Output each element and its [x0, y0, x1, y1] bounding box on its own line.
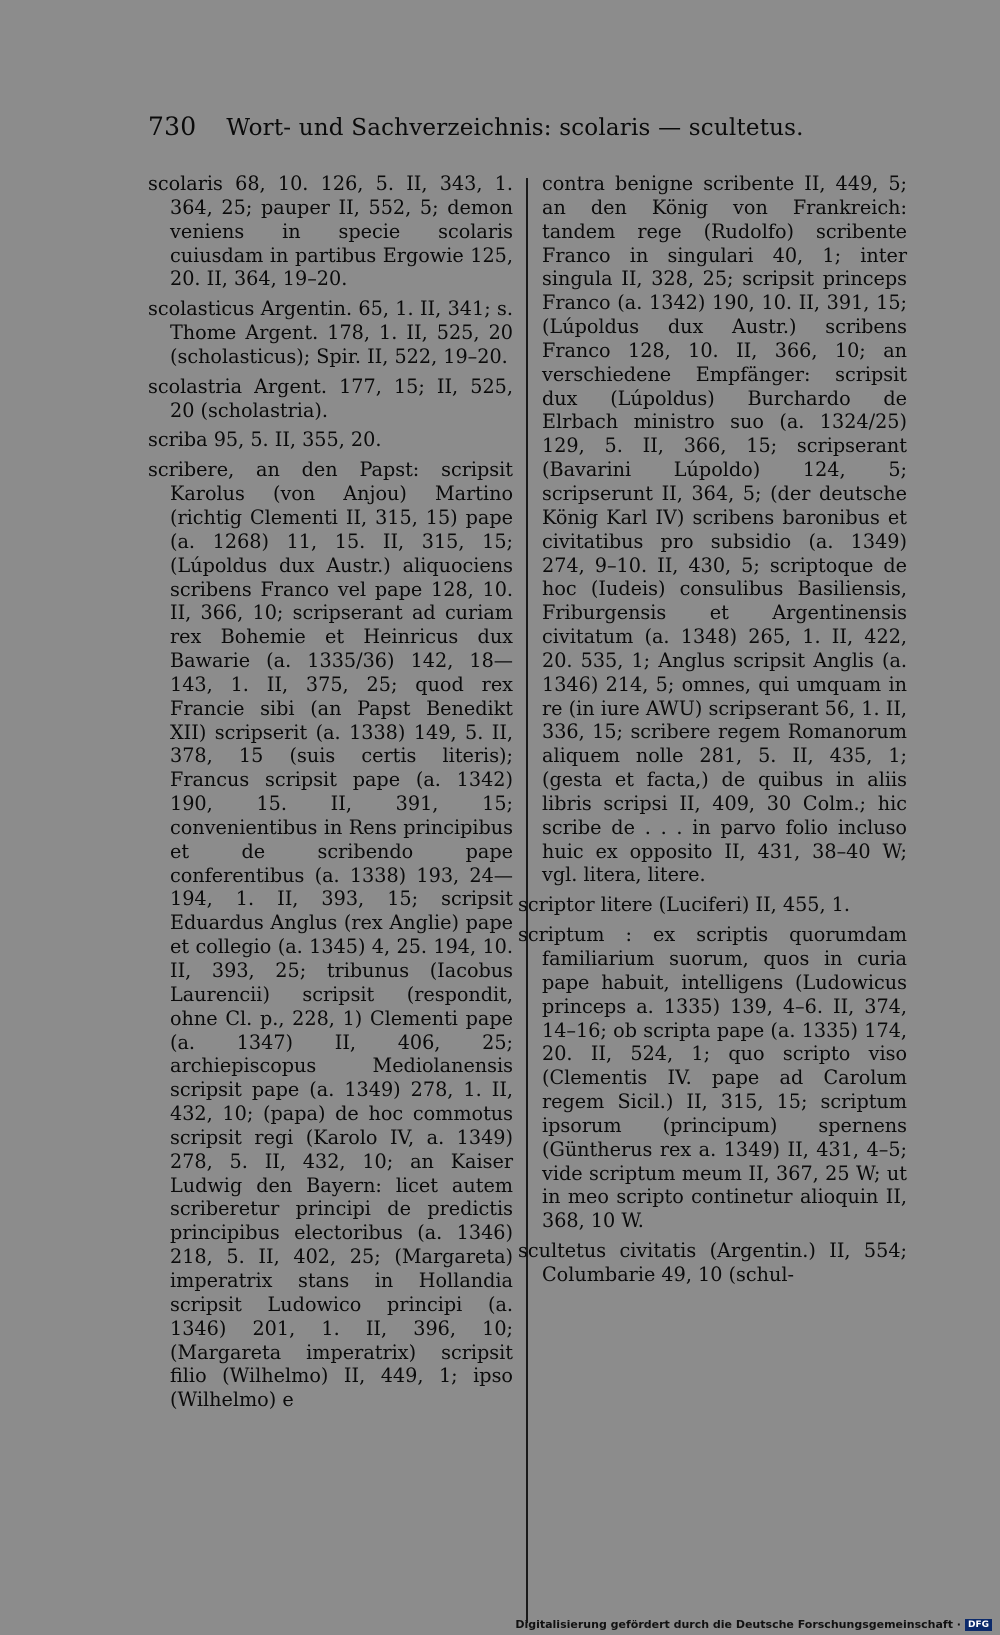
index-entry-scribere-continued: contra benigne scribente II, 449, 5; an den König von Frankreich: tandem rege (Rudolfo) scribente Franco in singulari 40, 1; inter singula II, 328, 25; scripsit princeps Franco (a. 1342) 190, 10. II, 391, 15; (Lúpoldus dux Austr.) scribens Franco 128, 10. II, 366, 10; an verschiedene Empfänger: scripsit dux (Lúpoldus) Burchardo de Elrbach ministro suo (a. 1324/25) 129, 5. II, 366, 15; scripserant (Bavarini Lúpoldo) 124, 5; scripserunt II, 364, 5; (der deutsche König Karl IV) scribens baronibus et civitatibus pro subsidio (a. 1349) 274, 9–10. II, 430, 5; scriptoque de hoc (Iudeis) consulibus Basiliensis, Friburgensis et Argentinensis civitatum (a. 1348) 265, 1. II, 422, 20. 535, 1; Anglus scripsit Anglis (a. 1346) 214, 5; omnes, qui umquam in re (in iure AWU) scripserant 56, 1. II, 336, 15; scribere regem Romanorum aliquem nolle 281, 5. II, 435, 1; (gesta et facta,) de quibus in aliis libris scripsi II, 409, 30 Colm.; hic scribe de . . . in parvo folio incluso huic ex opposito II, 431, 38–40 W; vgl. litera, litere.: [542, 172, 907, 887]
footer-text: Digitalisierung gefördert durch die Deutsche Forschungsgemeinschaft ·: [515, 1618, 961, 1631]
right-column: [518, 172, 907, 1293]
index-entry-scriptor: scriptor litere (Luciferi) II, 455, 1.: [518, 893, 850, 917]
index-entry-scolasticus: scolasticus Argentin. 65, 1. II, 341; s. Thome Argent. 178, 1. II, 525, 20 (scholasticus); Spir. II, 522, 19–20.: [148, 297, 513, 368]
index-entry-scriptum: scriptum : ex scriptis quorumdam familiarium suorum, quos in curia pape habuit, intelligens (Ludowicus princeps a. 1335) 139, 4–6. II, 374, 14–16; ob scripta pape (a. 1335) 174, 20. II, 524, 1; quo scripto viso (Clementis IV. pape ad Carolum regem Sicil.) II, 315, 15; scriptum ipsorum (principum) spernens (Güntherus rex a. 1349) II, 431, 4–5; vide scriptum meum II, 367, 25 W; ut in meo scripto continetur alioquin II, 368, 10 W.: [518, 923, 907, 1233]
dfg-logo-icon: DFG: [965, 1619, 992, 1631]
index-entry-scriba: scriba 95, 5. II, 355, 20.: [148, 428, 382, 452]
digitization-footer: [515, 1618, 992, 1631]
index-entry-scultetus: scultetus civitatis (Argentin.) II, 554; Columbarie 49, 10 (schul-: [518, 1239, 907, 1286]
running-title: Wort- und Sachverzeichnis: scolaris — scultetus.: [226, 115, 804, 141]
left-column: [148, 172, 513, 1418]
index-entry-scolastria: scolastria Argent. 177, 15; II, 525, 20 (scholastria).: [148, 374, 513, 422]
running-header: [148, 112, 808, 152]
index-entry-scribere: scribere, an den Papst: scripsit Karolus (von Anjou) Martino (richtig Clementi II, 315, 15) pape (a. 1268) 11, 15. II, 315, 15; (Lúpoldus dux Austr.) aliquociens scribens Franco vel pape 128, 10. II, 366, 10; scripserant ad curiam rex Bohemie et Heinricus dux Bawarie (a. 1335/36) 142, 18—143, 1. II, 375, 25; quod rex Francie sibi (an Papst Benedikt XII) scripserit (a. 1338) 149, 5. II, 378, 15 (suis certis literis); Francus scripsit pape (a. 1342) 190, 15. II, 391, 15; convenientibus in Rens principibus et de scribendo pape conferentibus (a. 1338) 193, 24—194, 1. II, 393, 15; scripsit Eduardus Anglus (rex Anglie) pape et collegio (a. 1345) 4, 25. 194, 10. II, 393, 25; tribunus (Iacobus Laurencii) scripsit (respondit, ohne Cl. p., 228, 1) Clementi pape (a. 1347) II, 406, 25; archiepiscopus Mediolanensis scripsit pape (a. 1349) 278, 1. II, 432, 10; (papa) de hoc commotus scripsit regi (Karolo IV, a. 1349) 278, 5. II, 432, 10; an Kaiser Ludwig den Bayern: licet autem scriberetur principi de predictis principibus electoribus (a. 1346) 218, 5. II, 402, 25; (Margareta) imperatrix stans in Hollandia scripsit Ludowico principi (a. 1346) 201, 1. II, 396, 10; (Margareta imperatrix) scripsit filio (Wilhelmo) II, 449, 1; ipso (Wilhelmo) e: [148, 458, 513, 1412]
index-entry-scolaris: scolaris 68, 10. 126, 5. II, 343, 1. 364, 25; pauper II, 552, 5; demon veniens in specie scolaris cuiusdam in partibus Ergowie 125, 20. II, 364, 19–20.: [148, 172, 513, 291]
page-number: 730: [148, 112, 197, 141]
